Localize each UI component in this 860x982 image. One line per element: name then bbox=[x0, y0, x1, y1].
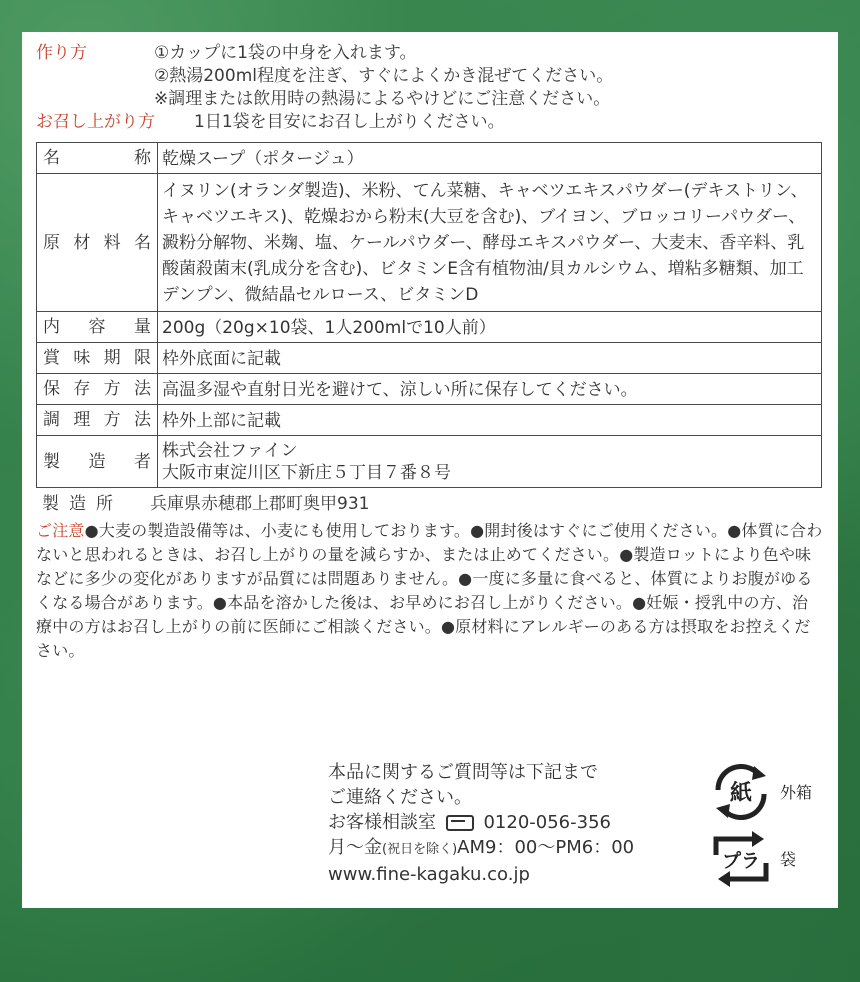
table-row bbox=[37, 312, 822, 343]
table-row bbox=[37, 374, 822, 405]
freedial-icon bbox=[446, 815, 474, 831]
plastic-mark-label: 袋 bbox=[780, 849, 797, 869]
label-panel bbox=[22, 32, 838, 908]
factory-key: 製造所 bbox=[42, 494, 123, 514]
table-row bbox=[37, 174, 822, 312]
dosage-text: 1日1袋を目安にお召し上がりください。 bbox=[194, 112, 505, 132]
spec-key: 内容量 bbox=[37, 312, 158, 343]
spec-key: 原材料名 bbox=[37, 174, 158, 312]
how-to-step-1: ①カップに1袋の中身を入れます。 bbox=[154, 43, 417, 63]
hours-time: AM9：00～PM6：00 bbox=[457, 837, 635, 858]
plastic-recycle-icon bbox=[708, 827, 774, 891]
spec-value bbox=[158, 436, 822, 488]
how-to-label: 作り方 bbox=[36, 43, 87, 63]
hours-row bbox=[328, 835, 634, 862]
caution-section bbox=[36, 519, 824, 663]
spec-value: 枠外上部に記載 bbox=[158, 405, 822, 436]
how-to-note: ※調理または飲用時の熱湯によるやけどにご注意ください。 bbox=[154, 89, 611, 109]
spec-value: 乾燥スープ（ポタージュ） bbox=[158, 143, 822, 174]
phone-number: 0120-056-356 bbox=[483, 812, 611, 833]
hours-days: 月～金 bbox=[328, 837, 382, 858]
plastic-recycle-mark bbox=[708, 827, 796, 891]
table-row bbox=[37, 436, 822, 488]
factory-value: 兵庫県赤穂郡上郡町奥甲931 bbox=[150, 494, 370, 514]
table-row bbox=[37, 343, 822, 374]
support-label: お客様相談室 bbox=[328, 812, 436, 833]
paper-mark-label: 外箱 bbox=[780, 782, 813, 802]
dosage-label: お召し上がり方 bbox=[36, 112, 155, 132]
spec-key: 保存方法 bbox=[37, 374, 158, 405]
contact-line-2: ご連絡ください。 bbox=[328, 787, 472, 808]
website-url: www.fine-kagaku.co.jp bbox=[328, 864, 530, 885]
spec-key: 製造者 bbox=[37, 436, 158, 488]
how-to-step-2: ②熱湯200ml程度を注ぎ、すぐによくかき混ぜてください。 bbox=[154, 66, 614, 86]
spec-key: 賞味期限 bbox=[37, 343, 158, 374]
paper-recycle-mark bbox=[708, 760, 812, 824]
spec-value: 200g（20g×10袋、1人200mlで10人前） bbox=[158, 312, 822, 343]
caution-text: ●大麦の製造設備等は、小麦にも使用しております。●開封後はすぐにご使用ください。●体質に合わないと思われるときは、お召し上がりの量を減らすか、または止めてください。●製造ロットにより色や味などに多少の変化がありますが品質には問題ありません。●一度に多量に食べると、体質によりお腹がゆるくなる場合があります。●本品を溶かした後は、お早めにお召し上がりください。●妊娠・授乳中の方、治療中の方はお召し上がりの前に医師にご相談ください。●原材料にアレルギーのある方は摂取をお控えください。 bbox=[36, 521, 823, 660]
paper-recycle-icon bbox=[708, 760, 774, 824]
contact-block bbox=[328, 760, 634, 887]
how-to-section bbox=[36, 42, 824, 65]
hours-note: (祝日を除く) bbox=[382, 842, 458, 857]
spec-value: 枠外底面に記載 bbox=[158, 343, 822, 374]
table-row bbox=[37, 405, 822, 436]
spec-key: 名称 bbox=[37, 143, 158, 174]
manufacturer-address: 大阪市東淀川区下新庄５丁目７番８号 bbox=[162, 463, 451, 483]
svg-text:紙: 紙 bbox=[729, 781, 753, 806]
dosage-section bbox=[36, 111, 824, 134]
manufacturer-name: 株式会社ファイン bbox=[162, 441, 298, 461]
caution-label: ご注意 bbox=[36, 521, 85, 540]
contact-phone-row bbox=[328, 810, 634, 835]
spec-table bbox=[36, 142, 822, 488]
spec-key: 調理方法 bbox=[37, 405, 158, 436]
factory-row bbox=[36, 493, 824, 516]
contact-line-1: 本品に関するご質問等は下記まで bbox=[328, 762, 598, 783]
table-row bbox=[37, 143, 822, 174]
svg-text:プラ: プラ bbox=[721, 850, 761, 872]
spec-value: イヌリン(オランダ製造)、米粉、てん菜糖、キャベツエキスパウダー(デキストリン、キャベツエキス)、乾燥おから粉末(大豆を含む)、ブイヨン、ブロッコリーパウダー、澱粉分解物、米麹、塩、ケールパウダー、酵母エキスパウダー、大麦末、香辛料、乳酸菌殺菌末(乳成分を含む)、ビタミンE含有植物油/貝カルシウム、増粘多糖類、加工デンプン、微結晶セルロース、ビタミンD bbox=[158, 174, 822, 312]
spec-value: 高温多湿や直射日光を避けて、涼しい所に保存してください。 bbox=[158, 374, 822, 405]
